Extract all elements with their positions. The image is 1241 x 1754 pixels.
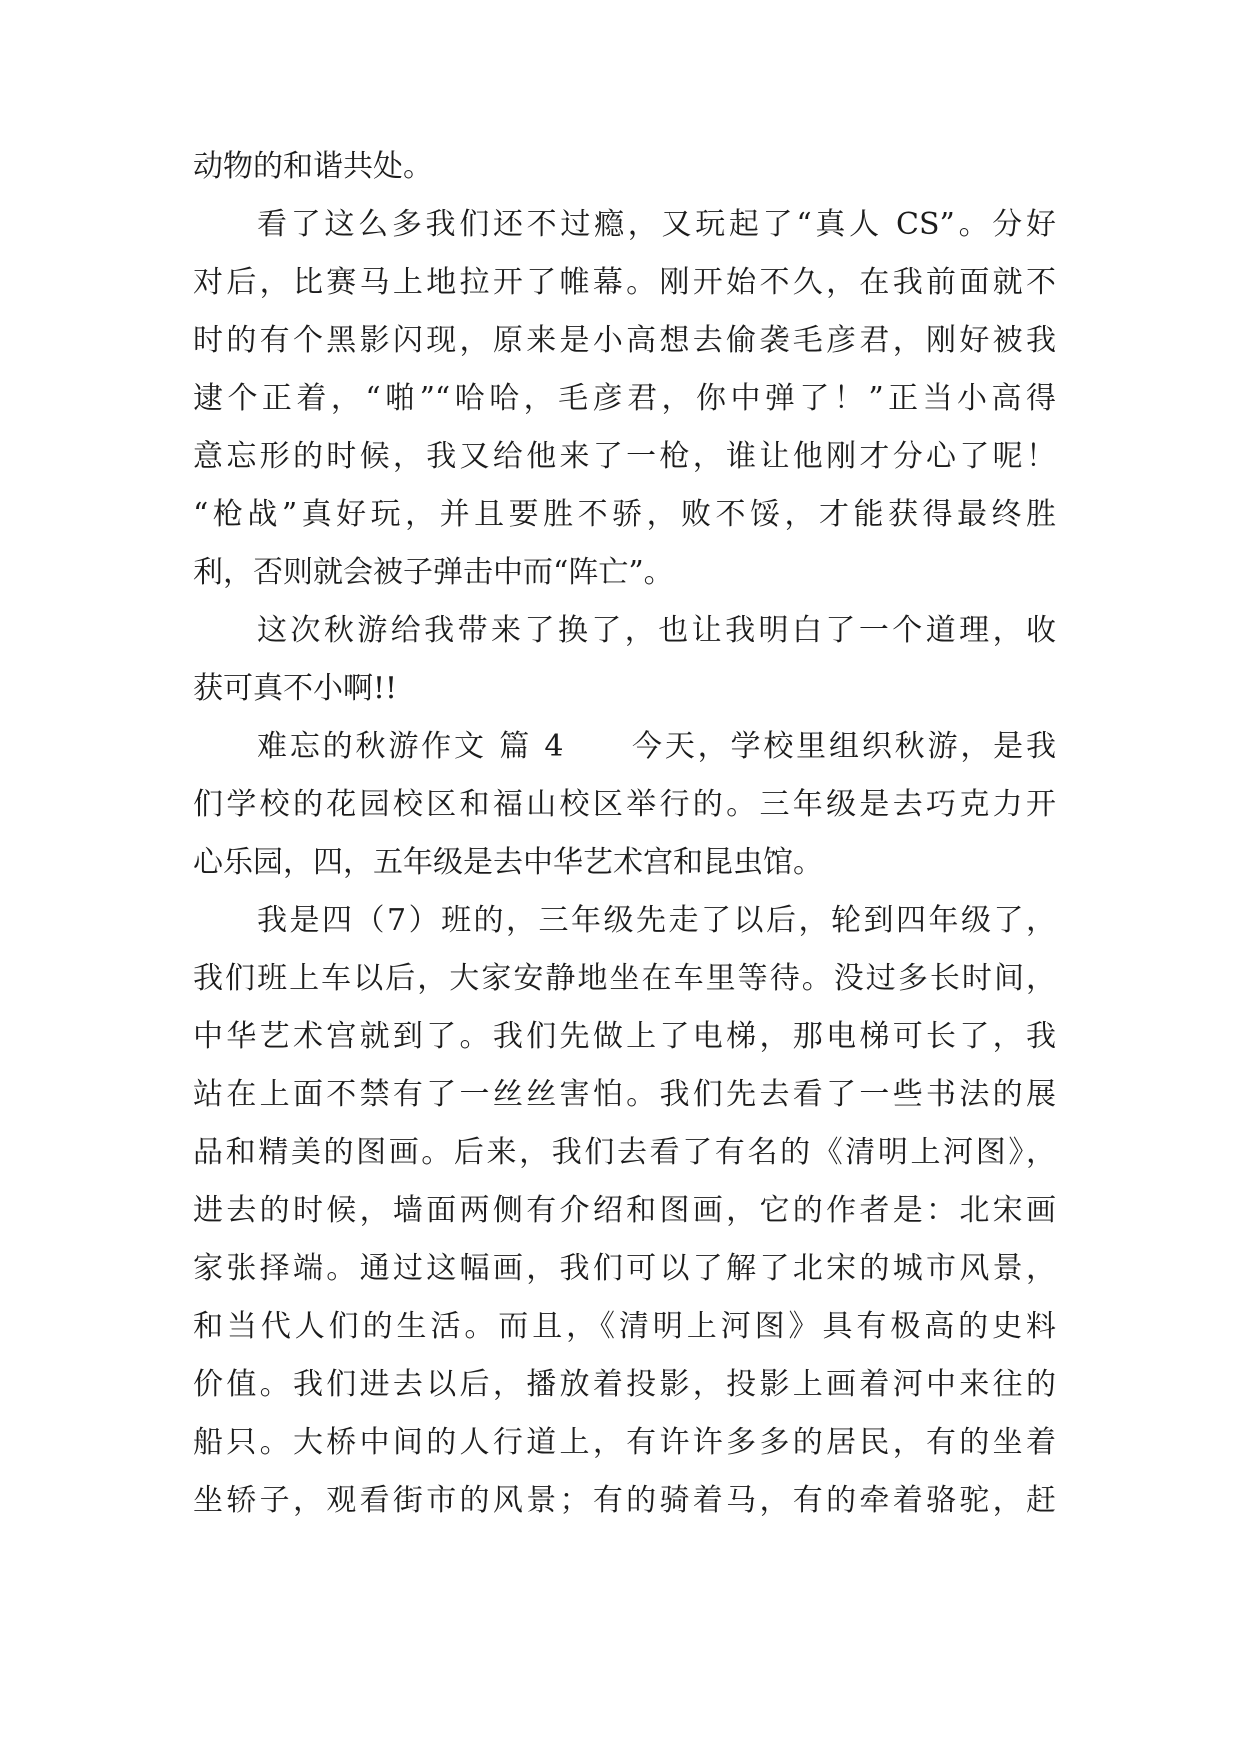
- text-line: 们学校的花园校区和福山校区举行的。三年级是去巧克力开: [193, 787, 1056, 822]
- text-line: 获可真不小啊!!: [193, 671, 398, 706]
- section-heading-line: 难忘的秋游作文 篇 4 今天，学校里组织秋游，是我: [257, 729, 1056, 764]
- text-line: 对后，比赛马上地拉开了帷幕。刚开始不久，在我前面就不: [193, 265, 1056, 300]
- text-line: 利，否则就会被子弹击中而“阵亡”。: [193, 555, 674, 590]
- text-line: 价值。我们进去以后，播放着投影，投影上画着河中来往的: [193, 1367, 1056, 1402]
- text-line: 和当代人们的生活。而且，《清明上河图》具有极高的史料: [193, 1309, 1056, 1344]
- text-line: 意忘形的时候，我又给他来了一枪，谁让他刚才分心了呢！: [193, 439, 1056, 474]
- text-line: 时的有个黑影闪现，原来是小高想去偷袭毛彦君，刚好被我: [193, 323, 1056, 358]
- text-line: 逮个正着，“啪”“哈哈，毛彦君，你中弹了！”正当小高得: [193, 381, 1056, 416]
- text-line: 中华艺术宫就到了。我们先做上了电梯，那电梯可长了，我: [193, 1019, 1056, 1054]
- text-line: 动物的和谐共处。: [193, 149, 433, 184]
- text-line: 心乐园，四，五年级是去中华艺术宫和昆虫馆。: [193, 845, 823, 880]
- text-line: 我是四（7）班的，三年级先走了以后，轮到四年级了，: [257, 903, 1056, 938]
- text-line: 这次秋游给我带来了换了，也让我明白了一个道理，收: [257, 613, 1056, 648]
- text-line: 品和精美的图画。后来，我们去看了有名的《清明上河图》，: [193, 1135, 1056, 1170]
- text-line: 家张择端。通过这幅画，我们可以了解了北宋的城市风景，: [193, 1251, 1056, 1286]
- text-line: 站在上面不禁有了一丝丝害怕。我们先去看了一些书法的展: [193, 1077, 1056, 1112]
- text-line: 我们班上车以后，大家安静地坐在车里等待。没过多长时间，: [193, 961, 1056, 996]
- text-line: 进去的时候，墙面两侧有介绍和图画，它的作者是：北宋画: [193, 1193, 1056, 1228]
- text-line: 船只。大桥中间的人行道上，有许许多多的居民，有的坐着: [193, 1425, 1056, 1460]
- text-line: 看了这么多我们还不过瘾，又玩起了“真人 CS”。分好: [257, 207, 1056, 242]
- text-line: “枪战”真好玩，并且要胜不骄，败不馁，才能获得最终胜: [193, 497, 1056, 532]
- text-line: 坐轿子，观看街市的风景；有的骑着马，有的牵着骆驼，赶: [193, 1483, 1056, 1518]
